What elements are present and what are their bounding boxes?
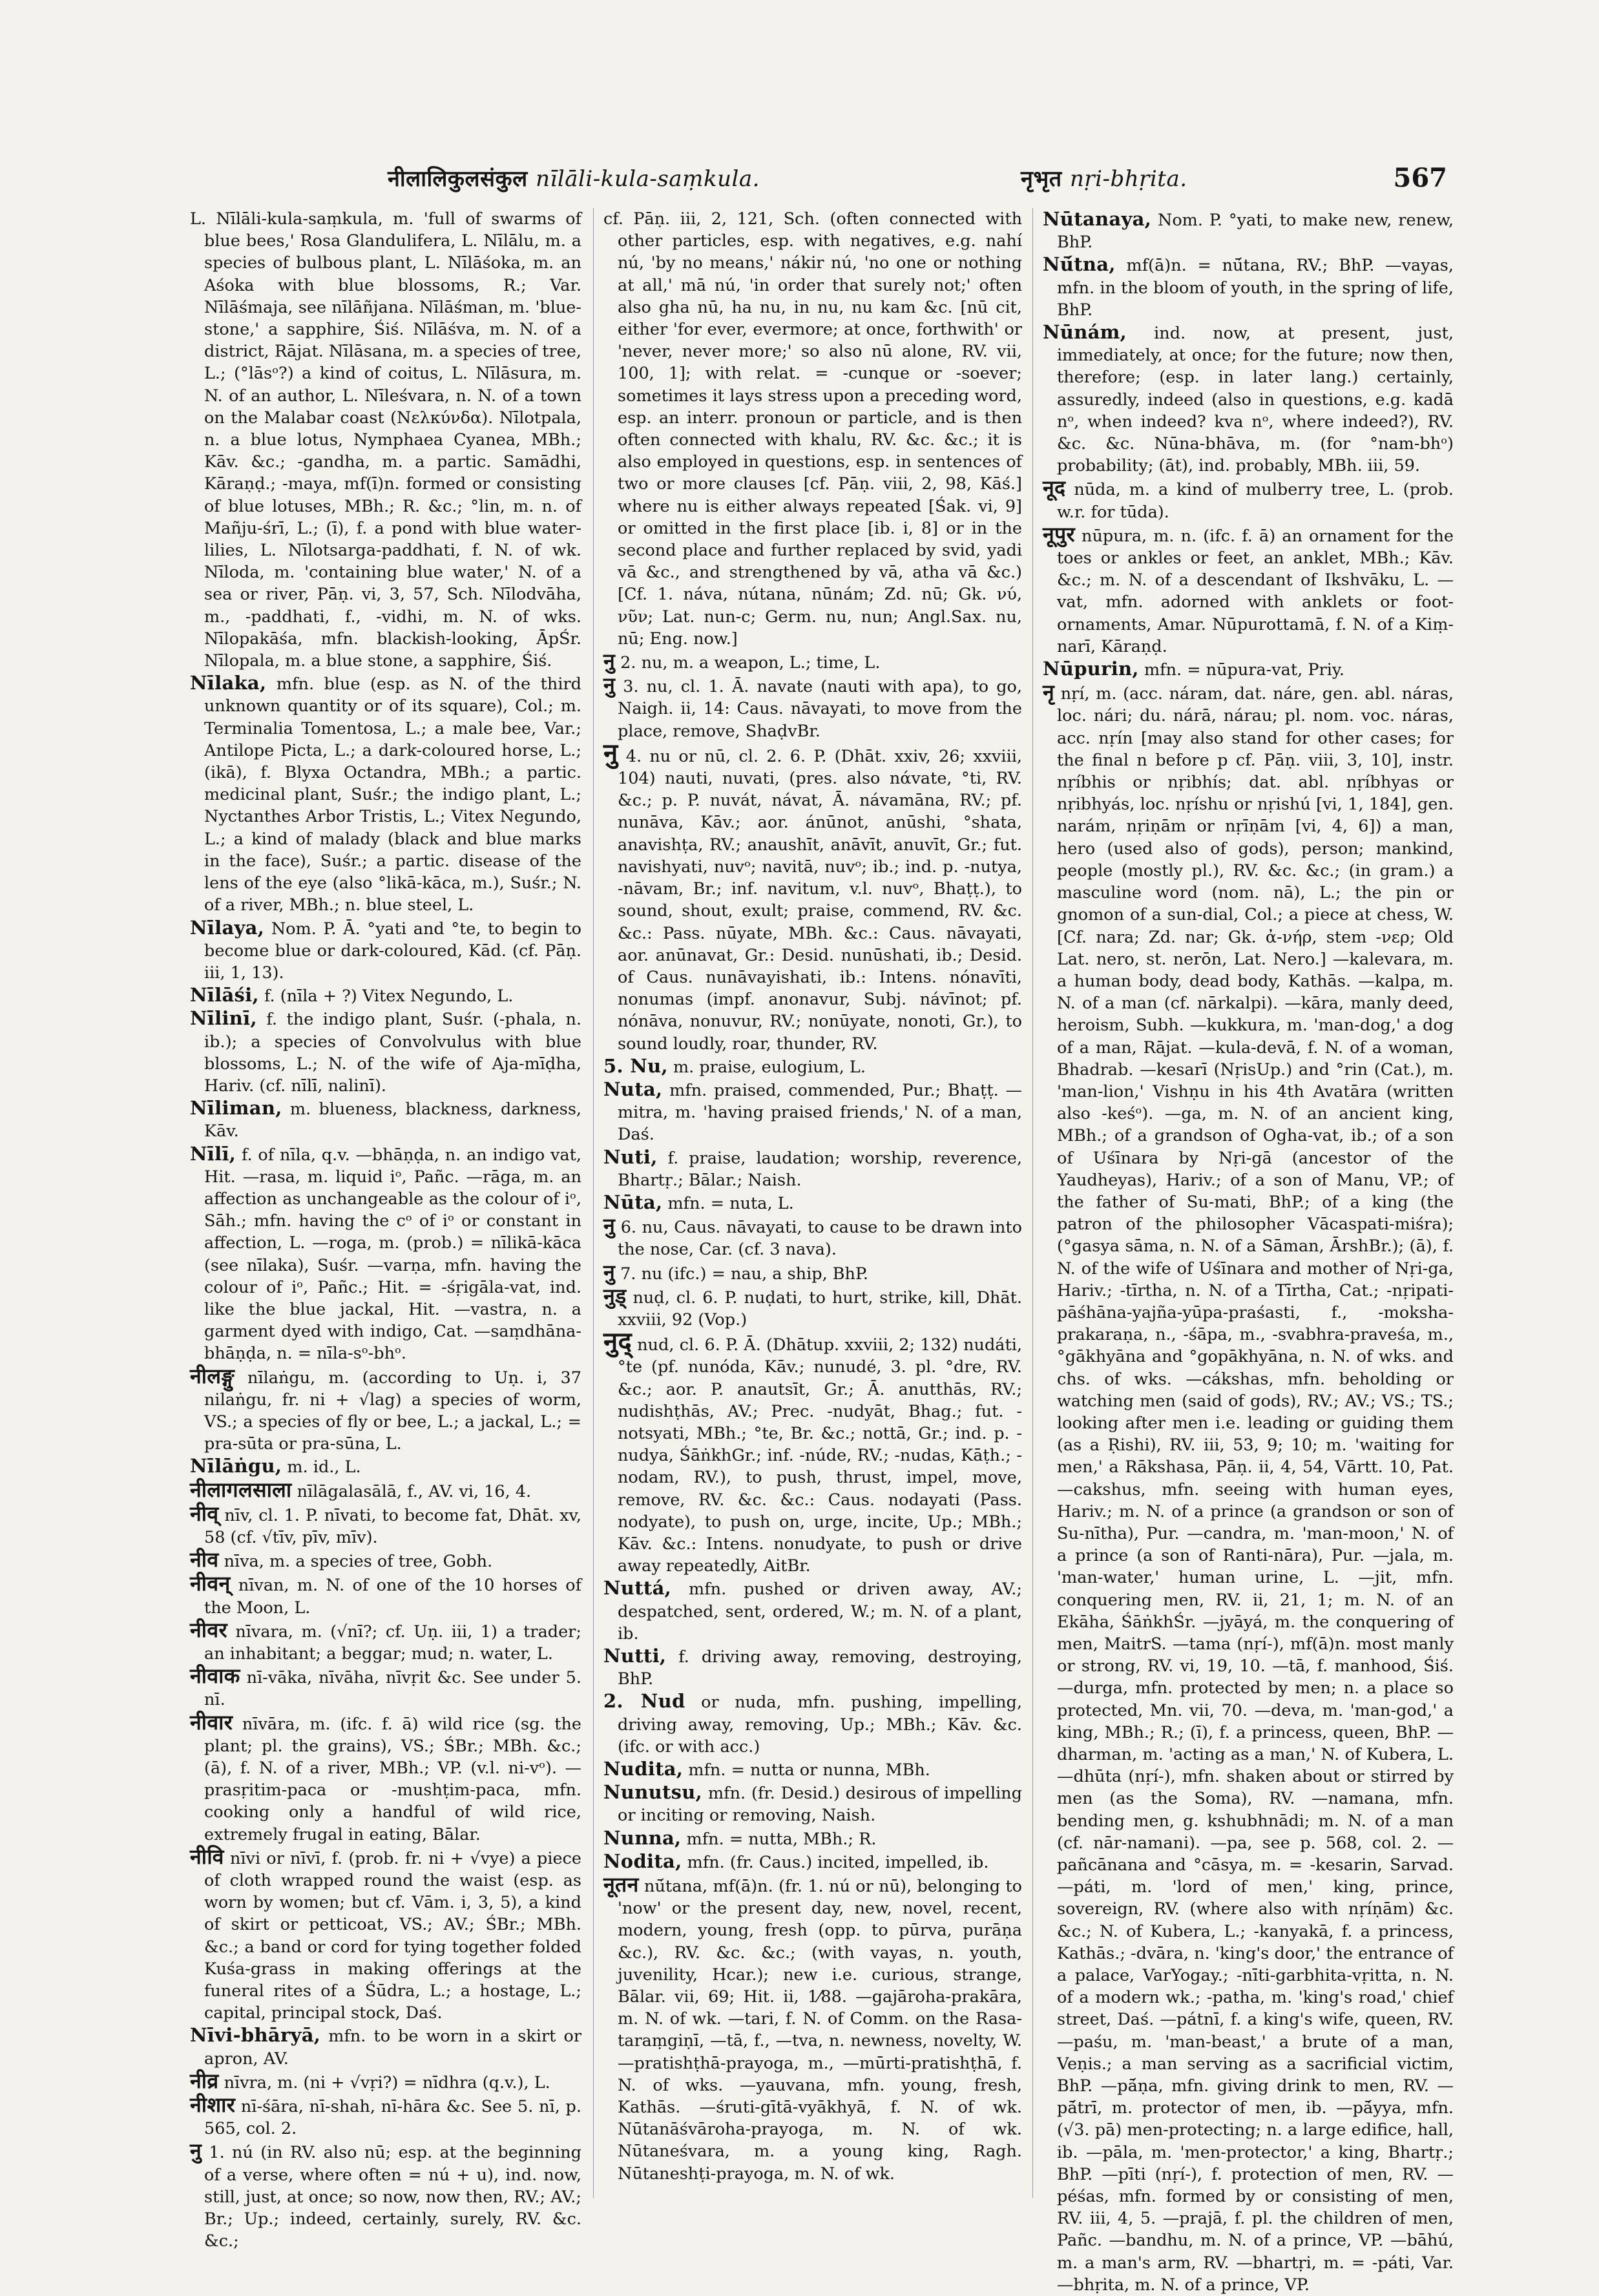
entry-headword: Nīlaka,: [190, 672, 267, 694]
column-divider-2: [1032, 208, 1033, 2198]
dictionary-entry: [190, 2024, 581, 2069]
entry-text: nuḍ, cl. 6. P. nuḍati, to hurt, strike, kill, Dhāt. xxviii, 92 (Vop.): [618, 1288, 1022, 1330]
column-3: [1043, 208, 1454, 2295]
entry-text: nūda, m. a kind of mulberry tree, L. (prob. w.r. for tūda).: [1057, 480, 1454, 522]
entry-headword: Nuta,: [603, 1078, 663, 1100]
entry-headword: Nīlāṅgu,: [190, 1455, 282, 1477]
entry-text: mfn. pushed or driven away, AV.; despatched, sent, ordered, W.; m. N. of a plant, ib.: [618, 1580, 1022, 1644]
entry-headword: Nīlaya,: [190, 916, 265, 939]
entry-text: m. blueness, blackness, darkness, Kāv.: [204, 1100, 582, 1142]
entry-text: nīvra, m. (ni + √vṛi?) = nīdhra (q.v.), L.: [224, 2072, 550, 2092]
column-2: [603, 208, 1022, 2198]
entry-text: ind. now, at present, just, immediately, at once; for the future; now then, therefore; (esp. in later lang.) certainly, assuredly, indeed (also in questions, e.g. kadā nᵒ, when indeed? kva nᵒ, where indeed?), RV. &c. &c. Nūna-bhāva, m. (for °nam-bhᵒ) probability; (āt), ind. probably, MBh. iii, 59.: [1057, 324, 1454, 476]
running-head-right: [1021, 163, 1187, 193]
entry-headword: Nū́tna,: [1043, 253, 1116, 276]
entry-text: cf. Pāṇ. iii, 2, 121, Sch. (often connected with other particles, esp. with negatives, e.g. nahí nú, 'by no means,' nákir nú, 'no one or nothing at all,' mā nú, 'in order that surely not;' often also gha nū, ha nu, in nu, nu kam &c. [nū cit, either 'for ever, evermore; at once, forthwith' or 'never, never more;' so also nū alone, RV. vii, 100, 1]; with relat. = -cunque or -soever; sometimes it lays stress upon a preceding word, esp. an interr. pronoun or particle, and is then often connected with khalu, RV. &c. &c.; it is also employed in questions, esp. in sentences of two or more clauses [cf. Pāṇ. viii, 2, 98, Kāś.] where nu is either always repeated [Śak. vi, 9] or omitted in the first place [ib. i, 8] or in the second place and further replaced by svid, yadi vā &c., and strengthened by vā, atha vā &c.) [Cf. 1. náva, nútana, nūnám; Zd. nū; Gk. νύ, νῦν; Lat. nun-c; Germ. nu, nun; Angl.Sax. nu, nū; Eng. now.]: [603, 209, 1022, 649]
dictionary-entry: [190, 1007, 581, 1097]
dictionary-entry: [190, 672, 581, 916]
entry-text: f. praise, laudation; worship, reverence, Bhartṛ.; Bālar.; Naish.: [618, 1148, 1023, 1190]
dictionary-entry: [603, 1827, 1022, 1850]
running-head: [194, 163, 1447, 202]
dictionary-entry: [603, 1285, 1022, 1331]
dictionary-entry: [1043, 681, 1454, 2296]
dictionary-entry: [603, 1645, 1022, 1690]
entry-headword: नीवार: [190, 1709, 233, 1735]
entry-text: mfn. praised, commended, Pur.; Bhaṭṭ. —mitra, m. 'having praised friends,' N. of a man, Daś.: [618, 1080, 1023, 1145]
entry-headword: Nūta,: [603, 1191, 663, 1213]
entry-text: nīvāra, m. (ifc. f. ā) wild rice (sg. the plant; pl. the grains), VS.; ŚBr.; MBh. &c.; (ā), f. N. of a river, MBh.; VP. (v.l. ni-vᵒ). —prasṛitim-paca or -mushṭim-paca, mfn. cooking only a handful of wild rice, extremely frugal in eating, Bālar.: [204, 1714, 582, 1844]
entry-headword: Nīvi-bhāryā,: [190, 2024, 321, 2047]
entry-text: mfn. (fr. Desid.) desirous of impelling or inciting or removing, Naish.: [618, 1784, 1023, 1826]
entry-headword: नीशार: [190, 2092, 236, 2118]
dictionary-entry: [190, 1097, 581, 1142]
column-1: [190, 208, 582, 2251]
entry-text: mfn. blue (esp. as N. of the third unknown quantity or of its square), Col.; m. Terminalia Tomentosa, L.; a male bee, Var.; Antilope Picta, L.; a dark-coloured horse, L.; (ikā), f. Blyxa Octandra, MBh.; a partic. medicinal plant, Suśr.; the indigo plant, L.; Nyctanthes Arbor Tristis, L.; Vitex Negundo, L.; a kind of malady (black and blue marks in the face), Suśr.; a partic. disease of the lens of the eye (also °likā-kāca, m.), Suśr.; N. of a river, MBh.; n. blue steel, L.: [204, 674, 582, 915]
entry-text: nīvara, m. (√nī?; cf. Uṇ. iii, 1) a trader; an inhabitant; a beggar; mud; n. water, L.: [204, 1622, 581, 1664]
entry-text: f. the indigo plant, Suśr. (-phala, n. ib.); a species of Convolvulus with blue blossoms, L.; N. of the wife of Aja-mīḍha, Hariv. (cf. nīlī, nalinī).: [204, 1010, 582, 1096]
dictionary-entry: [603, 1078, 1022, 1146]
entry-headword: Nīlinī,: [190, 1007, 257, 1030]
entry-text: 4. nu or nū, cl. 2. 6. P. (Dhāt. xxiv, 26; xxviii, 104) nauti, nuvati, (pres. also nάvate, °ti, RV. &c.; p. P. nuvát, návat, Ā. návamāna, RV.; pf. nunāva, Kāv.; aor. ánūnot, anūshi, °shata, anavishṭa, RV.; anaushīt, anāvīt, anuvīt, Gr.; fut. navishyati, nuvᵒ; navitā, nuvᵒ; ib.; ind. p. -nutya, -nāvam, Br.; inf. navitum, v.l. nuvᵒ, Bhaṭṭ.), to sound, shout, exult; praise, commend, RV. &c. &c.: Pass. nūyate, MBh. &c.: Caus. nāvayati, aor. anūnavat, Gr.: Desid. nunūshati, ib.; Desid. of Caus. nunāvayishati, ib.: Intens. nónavīti, nonumas (impf. anonavur, Subj. návīnot; pf. nónāva, nonuvur, RV.; nonūyate, nonoti, Gr.), to sound loudly, roar, thunder, RV.: [618, 746, 1022, 1054]
dictionary-entry: [603, 1055, 1022, 1078]
dictionary-entry: [603, 1758, 1022, 1781]
entry-text: f. of nīla, q.v. —bhāṇḍa, n. an indigo vat, Hit. —rasa, m. liquid iᵒ, Pañc. —rāga, m. an affection as unchangeable as the colour of iᵒ, Sāh.; mfn. having the cᵒ of iᵒ or constant in affection, L. —roga, m. (prob.) = nīlikā-kāca (see nīlaka), Suśr. —varṇa, mfn. having the colour of iᵒ, Pañc.; Hit. = -śṛigāla-vat, ind. like the blue jackal, Hit. —vastra, n. a garment dyed with indigo, Cat. —saṃdhāna-bhāṇḍa, n. = nīla-sᵒ-bhᵒ.: [204, 1145, 581, 1364]
entry-headword: Nīliman,: [190, 1097, 282, 1120]
entry-headword: नीव: [190, 1547, 219, 1572]
entry-headword: नूद: [1043, 475, 1066, 501]
entry-headword: नृ: [1043, 680, 1055, 705]
entry-headword: Nuti,: [603, 1145, 658, 1168]
dictionary-entry: [1043, 321, 1454, 477]
entry-text: 2. nu, m. a weapon, L.; time, L.: [620, 653, 881, 673]
dictionary-entry: [603, 1191, 1022, 1215]
entry-headword: नीवर: [190, 1617, 227, 1642]
entry-headword: Nuttá,: [603, 1577, 672, 1600]
dictionary-entry: [190, 1619, 581, 1665]
entry-text: 6. nu, Caus. nāvayati, to cause to be drawn into the nose, Car. (cf. 3 nava).: [618, 1218, 1023, 1260]
entry-headword: 2. Nud: [603, 1690, 685, 1713]
dictionary-entry: [190, 1455, 581, 1478]
dictionary-entry: [1043, 658, 1454, 681]
entry-headword: नुड्: [603, 1283, 627, 1308]
column-divider-1: [593, 208, 594, 2198]
entry-headword: Nutti,: [603, 1645, 667, 1667]
entry-headword: नूपुर: [1043, 521, 1075, 547]
dictionary-entry: [190, 917, 581, 985]
dictionary-entry: [1043, 208, 1454, 253]
entry-text: f. (nīla + ?) Vitex Negundo, L.: [264, 986, 514, 1007]
dictionary-entry: [190, 1503, 581, 1549]
dictionary-entry: [190, 1572, 581, 1618]
page-number: 567: [1393, 163, 1447, 193]
dictionary-entry: [603, 1873, 1022, 2185]
entry-headword: नु: [190, 2138, 202, 2164]
entry-headword: नूतन: [603, 1872, 639, 1897]
entry-headword: नु: [603, 673, 616, 698]
dictionary-entry: [603, 1781, 1022, 1826]
entry-headword: 5. Nu,: [603, 1054, 668, 1077]
entry-headword: नु: [603, 649, 616, 674]
entry-text: 7. nu (ifc.) = nau, a ship, BhP.: [620, 1264, 869, 1284]
dictionary-entry: [603, 1577, 1022, 1645]
entry-headword: Nūnám,: [1043, 321, 1127, 344]
entry-headword: नु: [603, 1213, 616, 1238]
entry-text: mfn. (fr. Caus.) incited, impelled, ib.: [687, 1852, 989, 1872]
dictionary-entry: [603, 1146, 1022, 1191]
entry-text: nṛí, m. (acc. náram, dat. náre, gen. abl. náras, loc. nári; du. nárā, nárau; pl. nom. voc. náras, acc. nṛín [may also stand for other cases; for the final n before p cf. Pāṇ. viii, 3, 10], instr. nṛíbhis or nṛibhís; dat. abl. nṛíbhyas or nṛibhyás, loc. nṛíshu or nṛishú [vi, 1, 184], gen. narám, nṛiṇām or nṛīṇām [vi, 4, 6]) a man, hero (used also of gods), person; mankind, people (mostly pl.), RV. &c. &c.; (in gram.) a masculine word (nom. nā), L.; the pin or gnomon of a sun-dial, Col.; a piece at chess, W. [Cf. nara; Zd. nar; Gk. ἀ-νήρ, stem -νερ; Old Lat. nero, st. nerōn, Lat. Nero.] —kalevara, m. a human body, dead body, Kathās. —kalpa, m. N. of a man (cf. nārkalpi). —kāra, manly deed, heroism, Subh. —kukkura, m. 'man-dog,' a dog of a man, Rājat. —kula-devā, f. N. of a woman, Bhadrab. —kesarī (NṛisUp.) and °rin (Cat.), m. 'man-lion,' Vishṇu in his 4th Avatāra (written also -keśᵒ). —ga, m. N. of an ancient king, MBh.; of a grandson of Ogha-vat, ib.; of a son of Uśīnara by Nṛi-gā (ancestor of the Yaudheyas), Hariv.; of a son of Manu, VP.; of the father of Su-mati, BhP.; of a king (the patron of the philosopher Vācaspati-miśra); (°gasya sāma, n. N. of a Sāman, ĀrshBr.); (ā), f. N. of the wife of Uśīnara and mother of Nṛi-ga, Hariv.; -tīrtha, n. N. of a Tīrtha, Cat.; -nṛipati-pāśhāna-yajña-yūpa-praśasti, f., -moksha-prakaraṇa, n., -śāpa, m., -svabhra-praveśa, m., °gākhyāna and °gopākhyāna, n. N. of wks. and chs. of wks. —cákshas, mfn. beholding or watching men (said of gods), RV.; AV.; VS.; TS.; looking after men i.e. leading or guiding them (as a Ṛishi), RV. iii, 53, 9; 10; m. 'waiting for men,' a Rākshasa, Pāṇ. ii, 4, 54, Vārtt. 10, Pat. —cakshus, mfn. seeing with human eyes, Hariv.; m. N. of a prince (a grandson or son of Su-nītha), Pur. —candra, m. 'man-moon,' N. of a prince (a son of Ranti-nāra), Pur. —jala, m. 'man-water,' human urine, L. —jit, mfn. conquering men, RV. ii, 21, 1; m. N. of an Ekāha, ŚāṅkhŚr. —jyāyá, m. the conquering of men, MaitrS. —tama (nṛí-), mf(ā)n. most manly or strong, RV. vi, 19, 10. —tā, f. manhood, Śiś. —durga, mfn. protected by men; n. a place so protected, Mn. vii, 70. —deva, m. 'man-god,' a king, MBh.; R.; (ī), f. a princess, queen, BhP. —dharman, m. 'acting as a man,' N. of Kubera, L. —dhūta (nṛí-), mfn. shaken about or stirred by men (as the Soma), RV. —namana, mfn. bending men, g. kshubhnādi; m. N. of a man (cf. nār-namani). —pa, see p. 568, col. 2. —pañcānana and °cāsya, m. = -kesarin, Sarvad. —páti, m. 'lord of men,' king, prince, sovereign, RV. (where also with nṛíṇām) &c. &c.; N. of Kubera, L.; -kanyakā, f. a princess, Kathās.; -dvāra, n. 'king's door,' the entrance of a palace, VarYogay.; -nīti-garbhita-vṛitta, n. N. of a modern wk.; -patha, m. 'king's road,' chief street, Daś. —pátnī, f. a king's wife, queen, RV. —paśu, m. 'man-beast,' a brute of a man, Veṇis.; a man serving as a sacrificial victim, BhP. —pā́ṇa, mfn. giving drink to men, RV. —pā́trī, m. protector of men, ib. —pā́yya, mfn. (√3. pā) men-protecting; n. a large edifice, hall, ib. —pāla, m. 'men-protector,' a king, Bhartṛ.; BhP. —pīti (nṛí-), f. protection of men, RV. —péśas, mfn. formed by or consisting of men, RV. iii, 4, 5. —prajā, f. pl. the children of men, Pañc. —bandhu, m. N. of a prince, VP. —bāhú, m. a man's arm, RV. —bhartṛi, m. = -páti, Var. —bhṛita, m. N. of a prince, VP.: [1057, 684, 1454, 2295]
dictionary-entry: [1043, 253, 1454, 321]
running-head-left: [388, 163, 760, 193]
entry-text: nīlaṅgu, m. (according to Uṇ. i, 37 nilaṅgu, fr. ni + √lag) a species of worm, VS.; a species of fly or bee, L.; a jackal, L.; = pra-sūta or pra-sūna, L.: [204, 1368, 582, 1454]
dictionary-entry: [603, 208, 1022, 650]
dictionary-entry: [1043, 523, 1454, 658]
entry-text: m. id., L.: [287, 1457, 361, 1477]
entry-text: mf(ā)n. = nū́tana, RV.; BhP. —vayas, mfn. in the bloom of youth, in the spring of life, BhP.: [1057, 256, 1454, 320]
entry-text: nī-śāra, nī-shah, nī-hāra &c. See 5. nī, p. 565, col. 2.: [204, 2097, 581, 2139]
entry-text: mfn. = nutta, MBh.; R.: [686, 1829, 877, 1849]
dictionary-entry: [603, 1215, 1022, 1260]
entry-headword: नीवि: [190, 1844, 224, 1869]
entry-text: nīva, m. a species of tree, Gobh.: [224, 1552, 493, 1572]
entry-text: Nom. P. °yati, to make new, renew, BhP.: [1057, 211, 1454, 253]
entry-text: or nuda, mfn. pushing, impelling, driving away, removing, Up.; MBh.; Kāv. &c. (ifc. or with acc.): [618, 1693, 1022, 1757]
dictionary-entry: [603, 1326, 1022, 1577]
entry-headword: Nodita,: [603, 1850, 682, 1872]
dictionary-entry: [190, 1143, 581, 1365]
dictionary-entry: [190, 2070, 581, 2094]
entry-text: nīlāgalasālā, f., AV. vi, 16, 4.: [297, 1481, 532, 1501]
entry-headword: नीव्: [190, 1501, 219, 1526]
entry-headword: नु: [603, 1259, 616, 1284]
entry-headword: Nudita,: [603, 1758, 684, 1780]
entry-headword: नीलङ्गु: [190, 1363, 235, 1388]
entry-text: mfn. = nuta, L.: [667, 1193, 794, 1213]
entry-text: nūpura, m. n. (ifc. f. ā) an ornament for the toes or ankles or feet, an anklet, MBh.; Kāv. &c.; m. N. of a descendant of Ikshvāku, L. —vat, mfn. adorned with anklets or foot-ornaments, Amar. Nūpurottamā, f. N. of a Kiṃ-narī, Kāraṇḍ.: [1057, 526, 1454, 656]
dictionary-entry: [190, 1365, 581, 1456]
dictionary-entry: [190, 1549, 581, 1572]
entry-text: 1. nú (in RV. also nū; esp. at the beginning of a verse, where often = nú + u), ind. now, still, just, at once; so now, now then, RV.; AV.; Br.; Up.; indeed, certainly, surely, RV. &c. &c.;: [204, 2143, 582, 2251]
entry-text: nū́tana, mf(ā)n. (fr. 1. nú or nū), belonging to 'now' or the present day, new, novel, recent, modern, young, fresh (opp. to pūrva, purāṇa &c.), RV. &c. &c.; (with vayas, n. youth, juvenility, Hcar.); new i.e. curious, strange, Bālar. vii, 69; Hit. ii, 1⁄88. —gajāroha-prakāra, m. N. of wk. —tari, f. N. of Comm. on the Rasa-taraṃgiṇī, —tā, f., —tva, n. newness, novelty, W. —pratishṭhā-prayoga, m., —mūrti-pratishṭhā, f. N. of wks. —yauvana, mfn. young, fresh, Kathās. —śruti-gītā-vyākhyā, f. N. of wk. Nūtanāśvāroha-prayoga, m. N. of wk. Nūtaneśvara, m. a young king, Ragh. Nūtaneshṭi-prayoga, m. N. of wk.: [618, 1877, 1022, 2184]
entry-headword: Nunna,: [603, 1826, 682, 1849]
running-head-left-devanagari: नीलालिकुलसंकुल: [388, 166, 528, 192]
entry-text: nī-vāka, nīvāha, nīvṛit &c. See under 5. nī.: [204, 1668, 582, 1710]
entry-text: nud, cl. 6. P. Ā. (Dhātup. xxviii, 2; 132) nudáti, °te (pf. nunóda, Kāv.; nunudé, 3. pl. °dre, RV. &c.; aor. P. anautsīt, Gr.; Ā. anutthās, RV.; nudishṭhās, AV.; Prec. -nudyāt, Bhag.; fut. -notsyati, MBh.; °te, Br. &c.; nottā, Gr.; ind. p. -nudya, ŚāṅkhGr.; inf. -núde, RV.; -nudas, Kāṭh.; -nodam, RV.), to push, thrust, impel, move, remove, RV. &c. &c.: Caus. nodayati (Pass. nodyate), to push on, urge, incite, Up.; MBh.; Kāv. &c.: Intens. nonudyate, to push or drive away repeatedly, AitBr.: [618, 1335, 1022, 1576]
entry-text: f. driving away, removing, destroying, BhP.: [618, 1647, 1023, 1689]
entry-headword: नीलागलसाला: [190, 1477, 292, 1502]
entry-text: 3. nu, cl. 1. Ā. navate (nauti with apa), to go, Naigh. ii, 14: Caus. nāvayati, to move from the place, remove, ShaḍvBr.: [618, 677, 1022, 741]
dictionary-entry: [190, 1846, 581, 2025]
entry-text: L. Nīlāli-kula-saṃkula, m. 'full of swarms of blue bees,' Rosa Glandulifera, L. Nīlālu, m. a species of bulbous plant, L. Nīlāśoka, m. an Aśoka with blue blossoms, R.; Var. Nīlāśmaja, see nīlāñjana. Nīlāśman, m. 'blue-stone,' a sapphire, Śiś. Nīlāśva, m. N. of a district, Rājat. Nīlāsana, m. a species of tree, L.; (°lāsᵒ?) a kind of coitus, L. Nīlāsura, m. N. of an author, L. Nīleśvara, n. N. of a town on the Malabar coast (Νελκύνδα). Nīlotpala, n. a blue lotus, Nymphaea Cyanea, MBh.; Kāv. &c.; -gandha, m. a partic. Samādhi, Kāraṇḍ.; -maya, mf(ī)n. formed or consisting of blue lotuses, MBh.; R. &c.; °lin, m. n. of Mañju-śrī, L.; (ī), f. a pond with blue water-lilies, L. Nīlotsarga-paddhati, f. N. of wk. Nīloda, m. 'containing blue water,' N. of a sea or river, Pāṇ. vi, 3, 57, Sch. Nīlodvāha, m., -paddhati, f., -vidhi, m. N. of wks. Nīlopakāśa, mfn. blackish-looking, ĀpŚr. Nīlopala, m. a blue stone, a sapphire, Śiś.: [190, 209, 581, 671]
dictionary-entry: [190, 208, 581, 672]
entry-headword: Nīlī,: [190, 1142, 236, 1165]
dictionary-entry: [190, 1665, 581, 1711]
dictionary-entry: [190, 1711, 581, 1846]
entry-headword: नीव्र: [190, 2068, 219, 2093]
dictionary-entry: [603, 674, 1022, 742]
entry-headword: Nīlāśi,: [190, 984, 259, 1007]
running-head-right-devanagari: नृभृत: [1021, 166, 1062, 192]
entry-headword: Nūpurin,: [1043, 658, 1139, 680]
entry-headword: नीवाक: [190, 1664, 240, 1689]
entry-text: mfn. = nutta or nunna, MBh.: [688, 1760, 930, 1780]
dictionary-entry: [603, 1261, 1022, 1285]
entry-text: mfn. = nūpura-vat, Priy.: [1144, 660, 1344, 680]
running-head-left-transliteration: nīlāli-kula-saṃkula.: [536, 166, 760, 192]
entry-text: nīvan, m. N. of one of the 10 horses of the Moon, L.: [204, 1576, 582, 1618]
entry-headword: नु: [603, 737, 618, 768]
entry-headword: Nunutsu,: [603, 1781, 703, 1804]
entry-headword: Nūtanaya,: [1043, 208, 1152, 230]
dictionary-entry: [190, 2094, 581, 2140]
dictionary-entry: [603, 1690, 1022, 1758]
entry-text: mfn. to be worn in a skirt or apron, AV.: [204, 2027, 582, 2069]
dictionary-entry: [190, 984, 581, 1007]
dictionary-entry: [603, 1850, 1022, 1873]
dictionary-entry: [1043, 477, 1454, 523]
entry-text: nīv, cl. 1. P. nīvati, to become fat, Dhāt. xv, 58 (cf. √tīv, pīv, mīv).: [204, 1505, 582, 1547]
entry-text: m. praise, eulogium, L.: [673, 1057, 866, 1077]
dictionary-entry: [190, 1479, 581, 1503]
dictionary-entry: [603, 737, 1022, 1055]
dictionary-entry: [190, 2140, 581, 2252]
entry-headword: नीवन्: [190, 1571, 231, 1596]
entry-text: nīvi or nīvī, f. (prob. fr. ni + √vye) a piece of cloth wrapped round the waist (esp. as worn by women; but cf. Vām. i, 3, 5), a kind of skirt or petticoat, VS.; AV.; ŚBr.; MBh. &c.; a band or cord for tying together folded Kuśa-grass in making offerings at the funeral rites of a Śūdra, L.; a hostage, L.; capital, principal stock, Daś.: [204, 1848, 581, 2023]
entry-text: Nom. P. Ā. °yati and °te, to begin to become blue or dark-coloured, Kād. (cf. Pāṇ. iii, 1, 13).: [204, 919, 581, 983]
dictionary-entry: [603, 650, 1022, 674]
entry-headword: नुद्: [603, 1326, 632, 1357]
running-head-right-transliteration: nṛi-bhṛita.: [1070, 166, 1187, 192]
